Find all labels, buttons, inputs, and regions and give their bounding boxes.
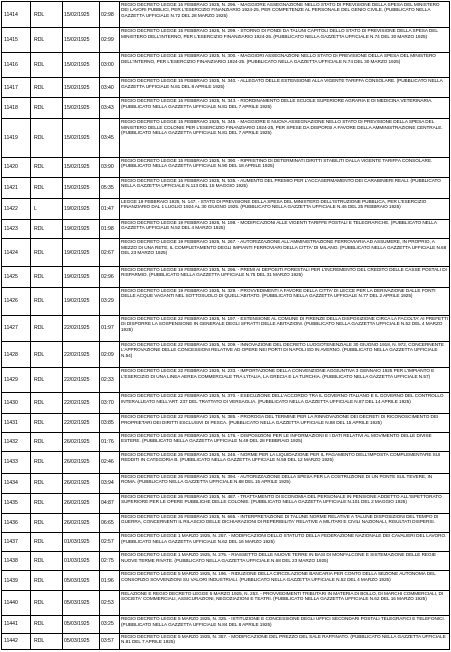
records-table xyxy=(1,1,450,650)
record-page: 02:75 xyxy=(100,552,120,571)
record-number: 11414 xyxy=(2,2,31,28)
record-number: 11428 xyxy=(2,342,31,368)
record-date: 26/02/1925 xyxy=(63,451,100,473)
record-date: 22/02/1925 xyxy=(63,368,100,393)
record-row xyxy=(2,266,450,287)
record-page: 03:29 xyxy=(100,287,120,315)
record-date: 15/02/1925 xyxy=(63,28,100,53)
record-description: REGIO DECRETO LEGGE 26 FEBBRAIO 1925, N. 665. - INTERPRETAZIONE DI TALUNE NORME RELATIVE A TALUNE DISPOSIZIONI DEL TEMPO DI GUERRA, CONCERNENTI IL RILASCIO DELLE DICHIARAZIONI DI REPERIBILITA' RELATIVE A MILITARI E CIVILI NAZIONALI, RISULTATI DISPERSI. xyxy=(120,513,450,533)
record-page: 01:97 xyxy=(100,315,120,341)
record-row xyxy=(2,28,450,53)
record-description: REGIO DECRETO LEGGE 15 FEBBRAIO 1925, N. 345. - MAGGIORE E NUOVA ASSEGNAZIONE NELLO STATO DI PREVISIONE DELLA SPESA DEL MINISTERO DELLE COLONIE PER L'ESERCIZIO FINANZIARIO 1924-25, PER SPESE DA DISPORSI A FAVORE DELLA AMMINISTRAZIONE CENTRALE. (PUBBLICATO NELLA GAZZETTA UFFICIALE N.81 DEL 7 APRILE 1925) xyxy=(120,119,450,158)
record-page: 03:45 xyxy=(100,119,120,158)
record-description: REGIO DECRETO LEGGE 15 FEBBRAIO 1925, N. 300. - MAGGIORI ASSEGNAZIONI NELLO STATO DI PREVISIONE DELLA SPESA DEL MINISTERO DELL'INTERNO, PER L'ESERCIZIO FINANZIARIO 1924-25. (PUBBLICATO NELLA GAZZETTA UFFICIALE N.74 DEL 30 MARZO 1925) xyxy=(120,53,450,78)
record-date: 15/02/1925 xyxy=(63,98,100,119)
record-description: REGIO DECRETO LEGGE 15 FEBBRAIO 1925, N. 343. - RIORDINAMENTO DELLE SCUOLE SUPERIORE AGRARIA E DI MEDICINA VETERINARIA. (PUBBLICATO NELLA GAZZETTA UFFICIALE N.81 DEL 7 APRILE 1925) xyxy=(120,98,450,119)
records-table-body xyxy=(2,2,450,650)
record-date: 15/02/1925 xyxy=(63,157,100,177)
record-description: REGIO DECRETO LEGGE 1 MARZO 1925, N. 257. - MODIFICAZIONI DELLO STATUTO DELLA FEDERAZIONE NAZIONALE DEI CAVALIERI DEL LAVORO. (PUBBLICATO NELLA GAZZETTA UFFICIALE N.62 DEL 16 MARZO 1925) xyxy=(120,533,450,552)
record-number: 11421 xyxy=(2,177,31,198)
record-row xyxy=(2,98,450,119)
record-row xyxy=(2,119,450,158)
record-type: RDL xyxy=(31,473,63,493)
record-description: REGIO DECRETO LEGGE 15 FEBBRAIO 1925, N. 299. - STORNO DI FONDI DA TALUNI CAPITOLI DELLO STATO DI PREVISIONE DELLA SPESA DEL MINISTERO DELL'INTERNO, PER L'ESERCIZIO FINANZIARIO 1924-25. (PUBBLICATO NELLA GAZZETTA UFFICIALE N.74 DEL 30 MARZO 1925) xyxy=(120,28,450,53)
record-type: RDL xyxy=(31,513,63,533)
record-description: REGIO DECRETO LEGGE 19 FEBBRAIO 1925, N. 267. - AUTORIZZAZIONE ALL'AMMINISTRAZIONE FERROVIARIA AD ASSUMERE, IN PROPRIO, A MEZZO DI UNA RETE, IL COMPLETAMENTO DEGLI IMPIANTI FERROVIARI DELLA CITTA' DI MILANO. (PUBBLICATO NELLA GAZZETTA UFFICIALE N.68 DEL 23 MARZO 1925) xyxy=(120,239,450,266)
record-page: 03:25 xyxy=(100,616,120,634)
record-date: 26/02/1925 xyxy=(63,513,100,533)
record-description: REGIO DECRETO LEGGE 26 FEBBRAIO 1925, N. 487. - TRATTAMENTO DI ECONOMIA DEL PERSONALE IN PENSIONE ADDETTO ALL'ISPETTORATO SUPERIORE PER LE OPERE PUBBLICHE DELLE COLONIE. (PUBBLICATO NELLA GAZZETTA UFFICIALE N.101 DEL 2 MAGGIO 1925) xyxy=(120,493,450,513)
record-date: 26/02/1925 xyxy=(63,433,100,452)
record-type: RDL xyxy=(31,393,63,414)
record-date: 19/02/1925 xyxy=(63,239,100,266)
record-page: 01:47 xyxy=(100,198,120,219)
record-description: REGIO DECRETO LEGGE 26 FEBBRAIO 1925, N. 394. - AUTORIZZAZIONE DELLA SPESA PER LA COSTRUZIONE DI UN PONTE SUL TEVERE, IN ROMA. (PUBBLICATO NELLA GAZZETTA UFFICIALE N.88 DEL 15 APRILE 1925) xyxy=(120,473,450,493)
record-date: 22/02/1925 xyxy=(63,315,100,341)
record-type: RDL xyxy=(31,266,63,287)
record-row xyxy=(2,552,450,571)
record-type: RDL xyxy=(31,53,63,78)
record-description: RELAZIONE E REGIO DECRETO LEGGE 5 MARZO 1925, N. 253. - PROVVEDIMENTI TRIBUTARI IN MATERIA DI BOLLO, DI MARCHI COMMERCIALI, DI SOCIETA' COMMERCIALI, ASSICURAZIONI, NEGOZIAZIONI E TEATRI. (PUBBLICATO NELLA GAZZETTA UFFICIALE N.62 DEL 16 MARZO 1925) xyxy=(120,590,450,615)
record-page: 03:85 xyxy=(100,414,120,433)
record-type: RDL xyxy=(31,414,63,433)
record-number: 11438 xyxy=(2,552,31,571)
record-type: RDL xyxy=(31,177,63,198)
record-row xyxy=(2,2,450,28)
record-date: 22/02/1925 xyxy=(63,342,100,368)
record-date: 19/02/1925 xyxy=(63,219,100,239)
record-type: RDL xyxy=(31,219,63,239)
record-page: 03:90 xyxy=(100,157,120,177)
record-type: RDL xyxy=(31,368,63,393)
record-description: REGIO DECRETO LEGGE 22 FEBBRAIO 1925, N. 197. - ESTENSIONE AL COMUNE DI FIRENZE DELLA DISPOSIZIONE CIRCA LA FACOLTA' AI PREFETTI DI DISPORRE LA SOSPENSIONE IN GENERALE DEGLI SFRATTI DELLE ABITAZIONI. (PUBBLICATO NELLA GAZZETTA UFFICIALE N.52 DEL 4 MARZO 1925) xyxy=(120,315,450,341)
record-number: 11424 xyxy=(2,239,31,266)
record-type: RDL xyxy=(31,533,63,552)
record-row xyxy=(2,393,450,414)
record-row xyxy=(2,287,450,315)
record-row xyxy=(2,239,450,266)
record-type: RDL xyxy=(31,451,63,473)
record-date: 19/02/1925 xyxy=(63,198,100,219)
record-date: 26/02/1925 xyxy=(63,473,100,493)
record-description: REGIO DECRETO LEGGE 22 FEBBRAIO 1925, N. 385. - PROROGA DEL TERMINE PER LA RINNOVAZIONE DEI DECRETI DI RICONOSCIMENTO DEI PROPRIETARI DEI DIRITTI ESCLUSIVI DI PESCA. (PUBBLICATO NELLA GAZZETTA UFFICIALE N.88 DEL 15 APRILE 1925) xyxy=(120,414,450,433)
record-row xyxy=(2,198,450,219)
record-type: RDL xyxy=(31,493,63,513)
record-date: 05/03/1925 xyxy=(63,616,100,634)
record-row xyxy=(2,590,450,615)
record-number: 11423 xyxy=(2,219,31,239)
record-number: 11418 xyxy=(2,98,31,119)
record-description: REGIO DECRETO LEGGE 22 FEBBRAIO 1925, N. 209. - INNOVAZIONE DEL DECRETO LUOGOTENENZIALE 30 GIUGNO 1918, N. 972, CONCERNENTE L'APPROVAZIONE DELLE CONCESSIONI RELATIVE AD OPERE NEI PORTI DI NAPOLI ED IN AVERNO. (PUBBLICATO NELLA GAZZETTA UFFICIALE N.54) xyxy=(120,342,450,368)
record-date: 15/02/1925 xyxy=(63,177,100,198)
record-description: REGIO DECRETO LEGGE 19 FEBBRAIO 1925, N. 198. - MODIFICAZIONI ALLE VIGENTI TARIFFE POSTALI E TELEGRAFICHE. (PUBBLICATO NELLA GAZZETTA UFFICIALE N.52 DEL 4 MARZO 1925) xyxy=(120,219,450,239)
record-row xyxy=(2,473,450,493)
record-number: 11429 xyxy=(2,368,31,393)
record-description: REGIO DECRETO LEGGE 15 FEBBRAIO 1925, N. 390. - RIPRISTINO DI DETERMINATI DIRITTI STABILITI DALLA VIGENTE TARIFFA CONSOLARE. (PUBBLICATO NELLA GAZZETTA UFFICIALE N.90 DEL 18 APRILE 1925) xyxy=(120,157,450,177)
record-date: 15/02/1925 xyxy=(63,53,100,78)
record-page: 01:98 xyxy=(100,219,120,239)
record-row xyxy=(2,177,450,198)
record-date: 22/02/1925 xyxy=(63,414,100,433)
record-page: 02:99 xyxy=(100,28,120,53)
record-date: 05/03/1925 xyxy=(63,590,100,615)
record-number: 11441 xyxy=(2,616,31,634)
record-row xyxy=(2,315,450,341)
record-description: REGIO DECRETO LEGGE 5 MARZO 1925, N. 196. - RIDUZIONE DELLA CIRCOLAZIONE BANCARIA PER CONTO DELLA SEZIONE AUTONOMA DEL CONSORZIO SOVVENZIONI SU VALORI INDUSTRIALI. (PUBBLICATO NELLA GAZZETTA UFFICIALE N.52 DEL 4 MARZO 1925) xyxy=(120,571,450,591)
record-page: 06:65 xyxy=(100,513,120,533)
record-row xyxy=(2,219,450,239)
record-page: 02:53 xyxy=(100,590,120,615)
record-page: 02:46 xyxy=(100,451,120,473)
record-date: 15/02/1925 xyxy=(63,78,100,98)
record-number: 11422 xyxy=(2,198,31,219)
record-description: REGIO DECRETO LEGGE 5 MARZO 1925, N. 357. - MODIFICAZIONE DEL PREZZO DEL SALE RAFFINATO. (PUBBLICATO NELLA GAZZETTA UFFICIALE N.81 DEL 7 APRILE 1925) xyxy=(120,633,450,649)
record-description: REGIO DECRETO LEGGE 15 FEBBRAIO 1925, N. 340. - ALLEGATO DELLE ESTENSIONE ALLA VIGENTE TARIFFA CONSOLARE. (PUBBLICATO NELLA GAZZETTA UFFICIALE N.81 DEL 8 APRILE 1925) xyxy=(120,78,450,98)
record-page: 03:94 xyxy=(100,473,120,493)
record-type: RDL xyxy=(31,2,63,28)
record-page: 03:00 xyxy=(100,53,120,78)
record-page: 02:67 xyxy=(100,239,120,266)
record-date: 15/02/1925 xyxy=(63,2,100,28)
record-type: RDL xyxy=(31,157,63,177)
record-page: 02:33 xyxy=(100,368,120,393)
record-number: 11433 xyxy=(2,451,31,473)
record-date: 01/03/1925 xyxy=(63,552,100,571)
record-page: 02:98 xyxy=(100,2,120,28)
record-type: L xyxy=(31,198,63,219)
record-type: RDL xyxy=(31,616,63,634)
record-date: 15/02/1925 xyxy=(63,119,100,158)
record-number: 11426 xyxy=(2,287,31,315)
record-type: RDL xyxy=(31,552,63,571)
record-number: 11417 xyxy=(2,78,31,98)
record-number: 11434 xyxy=(2,473,31,493)
record-type: RDL xyxy=(31,342,63,368)
record-number: 11436 xyxy=(2,513,31,533)
record-type: RDL xyxy=(31,433,63,452)
record-description: REGIO DECRETO LEGGE 26 FEBBRAIO 1925, N. 246. - NORME PER LA LIQUIDAZIONE PER IL PAGAMENTO DELL'IMPOSTA COMPLEMENTARE SUI REDDITI IN CATEGORIA B. (PUBBLICATO NELLA GAZZETTA UFFICIALE N.59 DEL 12 MARZO 1925) xyxy=(120,451,450,473)
record-number: 11430 xyxy=(2,393,31,414)
record-type: RDL xyxy=(31,239,63,266)
record-type: RDL xyxy=(31,98,63,119)
record-row xyxy=(2,53,450,78)
record-page: 01:96 xyxy=(100,571,120,591)
record-row xyxy=(2,493,450,513)
record-page: 01:76 xyxy=(100,433,120,452)
record-page: 02:09 xyxy=(100,342,120,368)
record-row xyxy=(2,533,450,552)
record-description: REGIO DECRETO LEGGE 15 FEBBRAIO 1925, N. 535. - AUMENTO DEL PREMIO PER L'ACCASERMAMENTO DEI CARABINIERI REALI. (PUBBLICATO NELLA GAZZETTA UFFICIALE N.113 DEL 15 MAGGIO 1925) xyxy=(120,177,450,198)
record-description: REGIO DECRETO LEGGE 22 FEBBRAIO 1925, N. 233. - IMPORTAZIONE DELLA CONVENZIONE AGGIUNTIVA 3 GENNAIO 1925 PER L'IMPIANTO E L'ESERCIZIO DI UNA LINEA AEREA COMMERCIALE TRA L'ITALIA, LA GRECIA E LA TURCHIA. (PUBBLICATO NELLA GAZZETTA UFFICIALE N.57) xyxy=(120,368,450,393)
record-row xyxy=(2,368,450,393)
record-number: 11416 xyxy=(2,53,31,78)
record-number: 11435 xyxy=(2,493,31,513)
record-row xyxy=(2,571,450,591)
record-type: RDL xyxy=(31,633,63,649)
record-description: REGIO DECRETO LEGGE 22 FEBBRAIO 1925, N. 370. - ESECUZIONE DELL'ACCORDO TRA IL GOVERNO ITALIANO E IL GOVERNO DEL CONTROLLO INTERALLEATO NELL'ART. 237 DEL TRATTATO DI VERSAGLIA. (PUBBLICATO NELLA GAZZETTA UFFICIALE N.87 DEL 14 APRILE 1925) xyxy=(120,393,450,414)
record-date: 22/02/1925 xyxy=(63,393,100,414)
record-type: RDL xyxy=(31,590,63,615)
record-number: 11432 xyxy=(2,433,31,452)
record-number: 11420 xyxy=(2,157,31,177)
record-description: REGIO DECRETO LEGGE 1 MARZO 1925, N. 275. - RIASSETTO DELLE NUOVE TERRE IN BASI DI MONFALCONE E SISTEMAZIONE DELLE REGIE NUOVE TERME RIVATE. (PUBBLICATO NELLA GAZZETTA UFFICIALE N.68 DEL 23 MARZO 1925) xyxy=(120,552,450,571)
record-row xyxy=(2,157,450,177)
record-number: 11415 xyxy=(2,28,31,53)
record-page: 03:70 xyxy=(100,393,120,414)
record-page: 03:57 xyxy=(100,633,120,649)
record-page: 02:57 xyxy=(100,533,120,552)
record-number: 11431 xyxy=(2,414,31,433)
record-page: 05:35 xyxy=(100,177,120,198)
record-type: RDL xyxy=(31,287,63,315)
record-date: 19/02/1925 xyxy=(63,287,100,315)
record-row xyxy=(2,616,450,634)
record-date: 05/03/1925 xyxy=(63,633,100,649)
record-number: 11440 xyxy=(2,590,31,615)
record-row xyxy=(2,78,450,98)
record-number: 11427 xyxy=(2,315,31,341)
record-number: 11439 xyxy=(2,571,31,591)
record-description: REGIO DECRETO LEGGE 19 FEBBRAIO 1925, N. 329. - PROVVEDIMENTI A FAVORE DELLA CITTA' DI LECCE PER LA DERIVAZIONE DALLE FONTI DELLE ACQUE VAGANTI NEL SOTTOSUOLO DI QUELL'ABITATO. (PUBBLICATO NELLA GAZZETTA UFFICIALE N.77 DEL 2 APRILE 1925) xyxy=(120,287,450,315)
record-type: RDL xyxy=(31,571,63,591)
record-row xyxy=(2,414,450,433)
record-description: REGIO DECRETO LEGGE 26 FEBBRAIO 1925, N. 176. - DISPOSIZIONI PER LE INFORMAZIONI E I DATI RELATIVI AL MOVIMENTO DELLE DIVISE ESTERE. (PUBBLICATO NELLA GAZZETTA UFFICIALE N.49 DEL 28 FEBBRAIO 1925) xyxy=(120,433,450,452)
record-type: RDL xyxy=(31,119,63,158)
record-date: 05/03/1925 xyxy=(63,571,100,591)
record-row xyxy=(2,451,450,473)
record-page: 02:96 xyxy=(100,266,120,287)
record-description: REGIO DECRETO LEGGE 19 FEBBRAIO 1925, N. 296. - PREMI AI DEPOSITI FORESTALI PER L'INCREMENTO DEL CREDITO DELLE CASSE POSTALI DI RISPARMIO. (PUBBLICATO NELLA GAZZETTA UFFICIALE N.75 DEL 31 MARZO 1925) xyxy=(120,266,450,287)
record-description: REGIO DECRETO LEGGE 15 FEBBRAIO 1925, N. 296. - MAGGIORE ASSEGNAZIONE NELLO STATO DI PREVISIONE DELLA SPESA DEL MINISTERO DEI LAVORI PUBBLICI, PER L'ESERCIZIO FINANZIARIO 1924-25, PER COMPETENZE AL PERSONALE DEL GENIO CIVILE. (PUBBLICATO NELLA GAZZETTA UFFICIALE N.72 DEL 28 MARZO 1925) xyxy=(120,2,450,28)
record-page: 04:87 xyxy=(100,493,120,513)
record-page: 03:43 xyxy=(100,98,120,119)
record-description: LEGGE 19 FEBBRAIO 1925, N. 147. - STATO DI PREVISIONE DELLA SPESA DEL MINISTERO DELL'ISTRUZIONE PUBBLICA, PER L'ESERCIZIO FINANZIARIO DAL 1 LUGLIO 1924 AL 30 GIUGNO 1925. (PUBBLICATO NELLA GAZZETTA UFFICIALE N.46 DEL 25 FEBBRAIO 1925) xyxy=(120,198,450,219)
record-number: 11442 xyxy=(2,633,31,649)
record-page: 03:40 xyxy=(100,78,120,98)
record-number: 11419 xyxy=(2,119,31,158)
record-type: RDL xyxy=(31,28,63,53)
record-row xyxy=(2,433,450,452)
record-row xyxy=(2,513,450,533)
record-date: 19/02/1925 xyxy=(63,266,100,287)
record-row xyxy=(2,633,450,649)
record-number: 11425 xyxy=(2,266,31,287)
record-type: RDL xyxy=(31,78,63,98)
record-date: 26/02/1925 xyxy=(63,493,100,513)
record-description: REGIO DECRETO LEGGE 5 MARZO 1925, N. 325. - ISTITUZIONE E CONCESSIONE DEGLI UFFICI SECONDARI POSTALI TELEGRAFICI E TELEFONICI. (PUBBLICATO NELLA GAZZETTA UFFICIALE N.84 DEL 8 APRILE 1925) xyxy=(120,616,450,634)
record-date: 01/03/1925 xyxy=(63,533,100,552)
record-type: RDL xyxy=(31,315,63,341)
record-number: 11437 xyxy=(2,533,31,552)
record-row xyxy=(2,342,450,368)
